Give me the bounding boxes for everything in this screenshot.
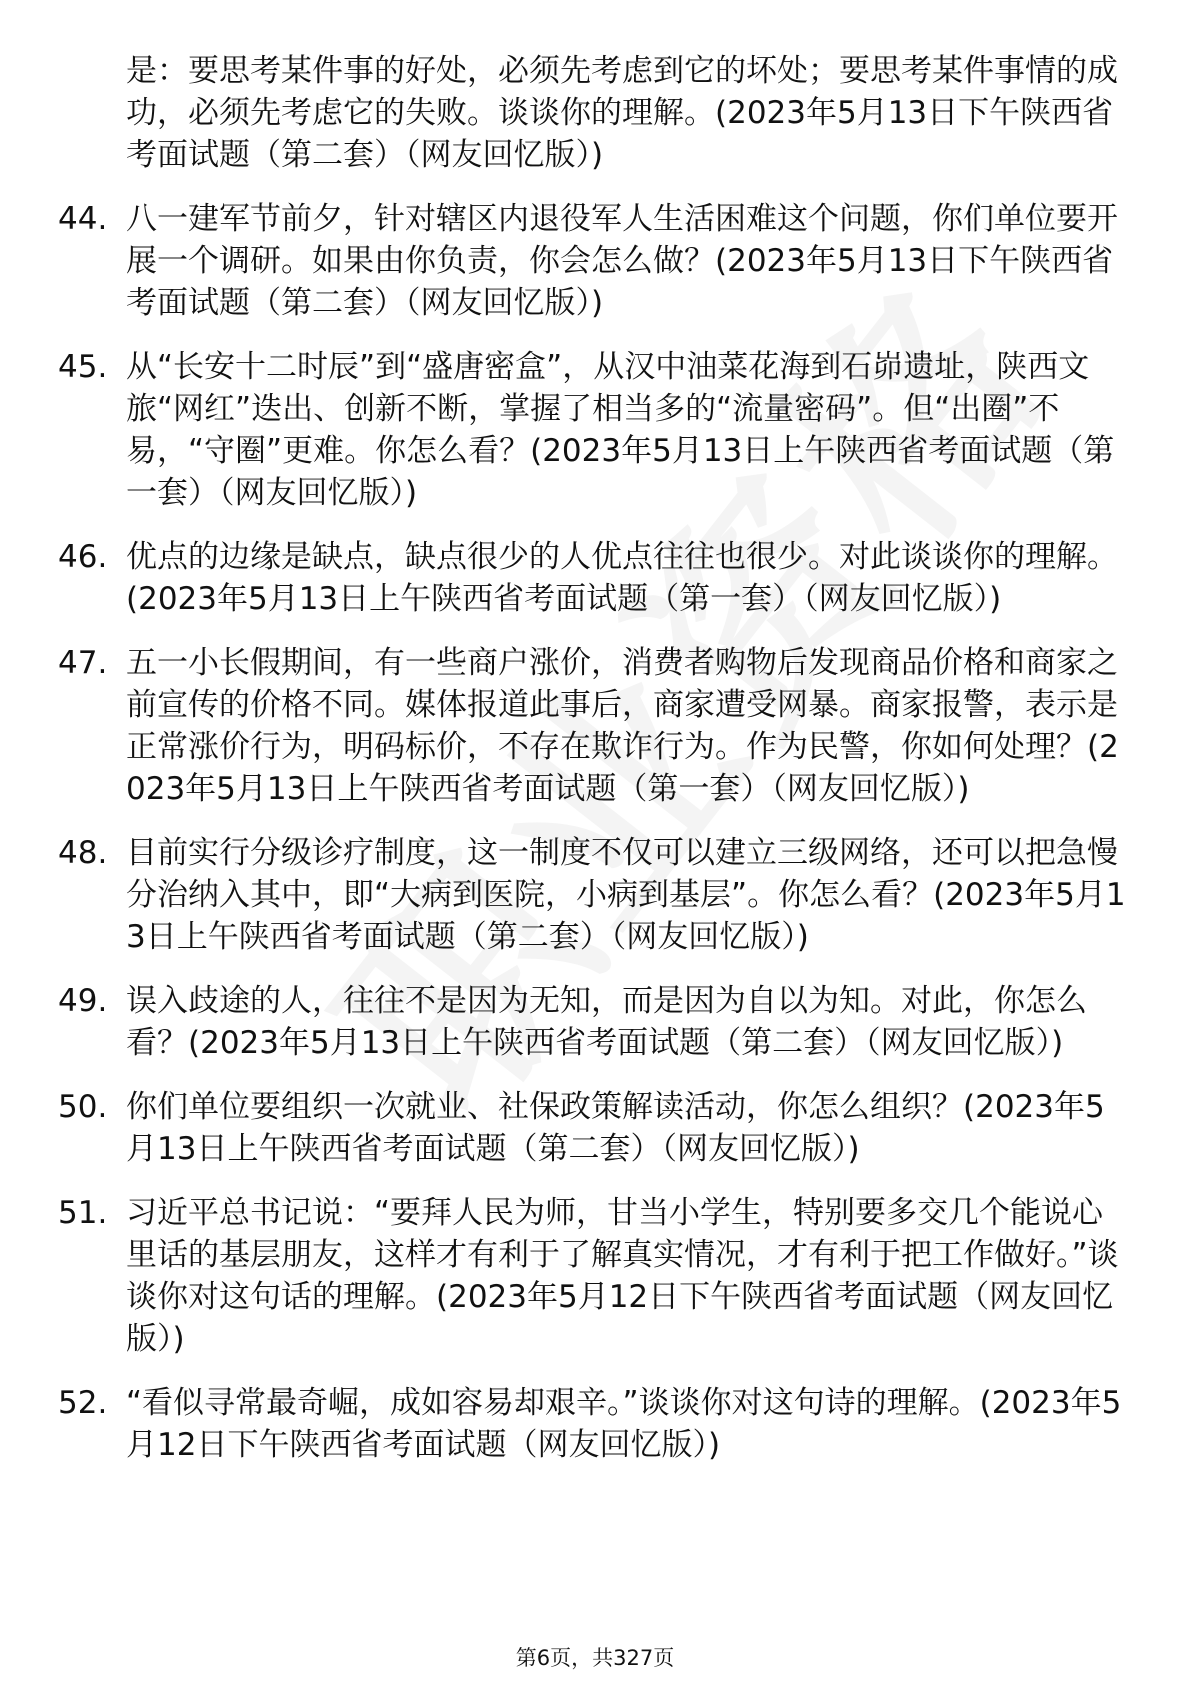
question-text: 误入歧途的人，往往不是因为无知，而是因为自以为知。对此，你怎么看？(2023年5月13日上午陕西省考面试题（第二套）（网友回忆版）)	[126, 983, 1087, 1061]
question-text: 优点的边缘是缺点，缺点很少的人优点往往也很少。对此谈谈你的理解。(2023年5月13日上午陕西省考面试题（第一套）（网友回忆版）)	[126, 539, 1118, 617]
question-text: 是：要思考某件事的好处，必须先考虑到它的坏处；要思考某件事情的成功，必须先考虑它的失败。谈谈你的理解。(2023年5月13日下午陕西省考面试题（第二套）（网友回忆版）)	[126, 53, 1118, 173]
question-item	[58, 642, 1133, 810]
page-number: 第6页，共327页	[515, 1646, 675, 1670]
question-text: 习近平总书记说：“要拜人民为师，甘当小学生，特别要多交几个能说心里话的基层朋友，这样才有利于了解真实情况，才有利于把工作做好。”谈谈你对这句话的理解。(2023年5月12日下午陕西省考面试题（网友回忆版）)	[126, 1195, 1119, 1357]
question-item	[58, 536, 1133, 620]
question-text: 你们单位要组织一次就业、社保政策解读活动，你怎么组织？(2023年5月13日上午陕西省考面试题（第二套）（网友回忆版）)	[126, 1089, 1105, 1167]
question-number: 47.	[58, 645, 108, 681]
question-item	[58, 346, 1133, 514]
question-number: 45.	[58, 349, 108, 385]
question-item	[58, 1382, 1133, 1466]
question-text: 从“长安十二时辰”到“盛唐密盒”，从汉中油菜花海到石峁遗址，陕西文旅“网红”迭出、创新不断，掌握了相当多的“流量密码”。但“出圈”不易，“守圈”更难。你怎么看？(2023年5月13日上午陕西省考面试题（第一套）（网友回忆版）)	[126, 349, 1115, 511]
question-item	[58, 198, 1133, 324]
question-text: 五一小长假期间，有一些商户涨价，消费者购物后发现商品价格和商家之前宣传的价格不同。媒体报道此事后，商家遭受网暴。商家报警，表示是正常涨价行为，明码标价，不存在欺诈行为。作为民警，你如何处理？(2023年5月13日上午陕西省考面试题（第一套）（网友回忆版）)	[126, 645, 1119, 807]
question-text: 目前实行分级诊疗制度，这一制度不仅可以建立三级网络，还可以把急慢分治纳入其中，即“大病到医院，小病到基层”。你怎么看？(2023年5月13日上午陕西省考面试题（第二套）（网友回忆版）)	[126, 835, 1126, 955]
question-item	[58, 1192, 1133, 1360]
question-number: 46.	[58, 539, 108, 575]
question-item	[58, 1086, 1133, 1170]
question-number: 44.	[58, 201, 108, 237]
question-item	[58, 832, 1133, 958]
question-list	[58, 50, 1133, 1488]
question-number: 51.	[58, 1195, 108, 1231]
question-number: 50.	[58, 1089, 108, 1125]
question-item	[58, 980, 1133, 1064]
question-number: 48.	[58, 835, 108, 871]
question-item	[58, 50, 1133, 176]
question-text: 八一建军节前夕，针对辖区内退役军人生活困难这个问题，你们单位要开展一个调研。如果由你负责，你会怎么做？(2023年5月13日下午陕西省考面试题（第二套）（网友回忆版）)	[126, 201, 1118, 321]
question-number: 52.	[58, 1385, 108, 1421]
question-number: 49.	[58, 983, 108, 1019]
question-text: “看似寻常最奇崛，成如容易却艰辛。”谈谈你对这句诗的理解。(2023年5月12日下午陕西省考面试题（网友回忆版）)	[126, 1385, 1122, 1463]
